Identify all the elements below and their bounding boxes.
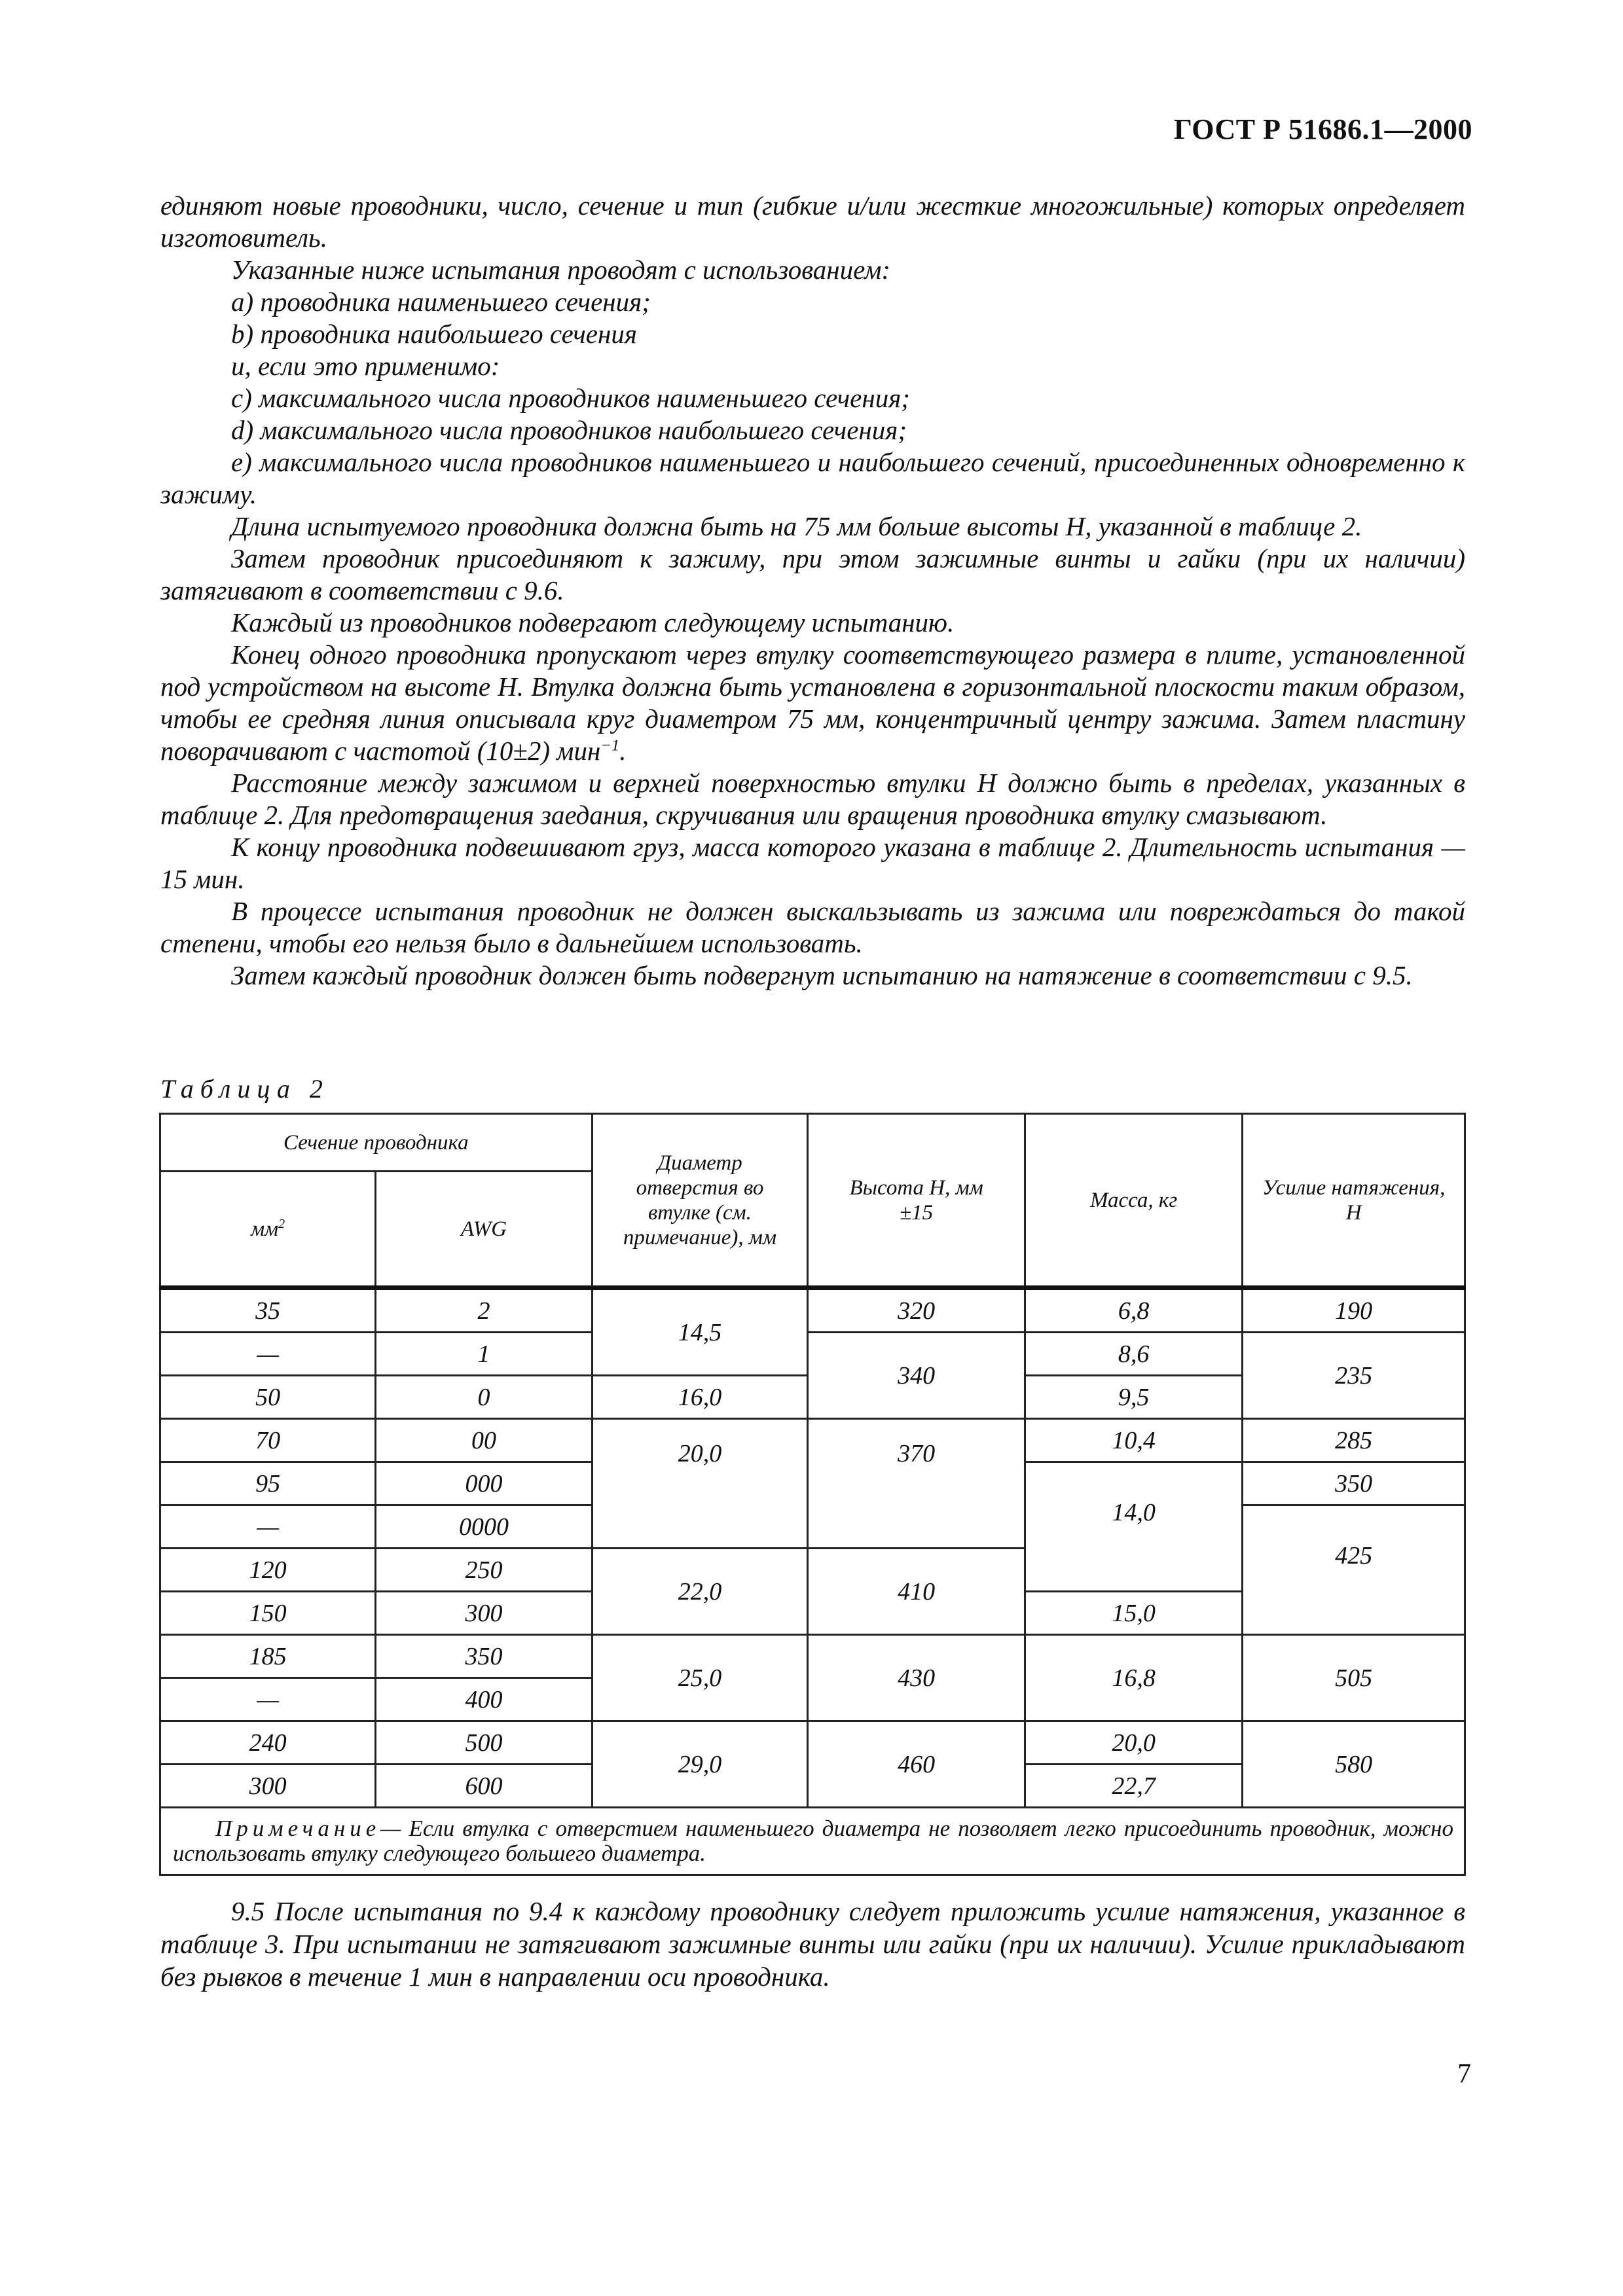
paragraph [160, 639, 1465, 767]
cell-mm2: 120 [160, 1549, 376, 1592]
cell-mm2: 300 [160, 1765, 376, 1808]
cell-mass: 6,8 [1025, 1288, 1242, 1333]
cell-mm2: 185 [160, 1635, 376, 1678]
cell-force: 285 [1243, 1419, 1465, 1462]
paragraph: К концу проводника подвешивают груз, масса которого указана в таблице 2. Длительность испытания — 15 мин. [160, 832, 1465, 894]
cell-force: 190 [1243, 1288, 1465, 1333]
header-section: Сечение проводника [160, 1114, 593, 1172]
cell-mass: 20,0 [1025, 1721, 1242, 1765]
table-row [160, 1635, 1465, 1678]
cell-force: 580 [1243, 1721, 1465, 1808]
cell-force: 425 [1243, 1505, 1465, 1635]
table-row [160, 1419, 1465, 1462]
paragraph: В процессе испытания проводник не должен выскальзывать из зажима или повреждаться до такой степени, чтобы его нельзя было в дальнейшем использовать. [160, 896, 1465, 958]
header-force: Усилие натяжения, Н [1243, 1114, 1465, 1288]
cell-mm2: 240 [160, 1721, 376, 1765]
header-awg: AWG [376, 1172, 592, 1288]
table-note [160, 1808, 1465, 1875]
cell-mm2: 35 [160, 1288, 376, 1333]
table-row [160, 1333, 1465, 1376]
paragraph: Указанные ниже испытания проводят с использованием: [231, 255, 891, 285]
conductor-table [159, 1113, 1466, 1876]
main-text [160, 190, 1465, 992]
cell-awg: 00 [376, 1419, 592, 1462]
header-mm2-exp: 2 [278, 1216, 285, 1231]
paragraph: Длина испытуемого проводника должна быть на 75 мм больше высоты Н, указанной в таблице 2. [231, 511, 1362, 541]
paragraph: единяют новые проводники, число, сечение и тип (гибкие и/или жесткие многожильные) которых определяет изготовитель. [160, 190, 1465, 253]
cell-diameter: 16,0 [592, 1376, 808, 1419]
cell-awg: 250 [376, 1549, 592, 1592]
cell-diameter: 20,0 [592, 1419, 808, 1549]
cell-mass: 10,4 [1025, 1419, 1242, 1462]
header-mass: Масса, кг [1025, 1114, 1242, 1288]
table-row [160, 1288, 1465, 1333]
cell-mass: 15,0 [1025, 1592, 1242, 1635]
cell-height: 370 [808, 1419, 1025, 1549]
cell-mm2: 95 [160, 1462, 376, 1505]
cell-mass: 16,8 [1025, 1635, 1242, 1721]
cell-force: 235 [1243, 1333, 1465, 1419]
paragraph: Каждый из проводников подвергают следующему испытанию. [231, 607, 955, 637]
note-text: — Если втулка с отверстием наименьшего диаметра не позволяет легко присоединить проводник, можно использовать втулку следующего большего диаметра. [173, 1816, 1453, 1866]
paragraph: 9.5 После испытания по 9.4 к каждому проводнику следует приложить усилие натяжения, указанное в таблице 3. При испытании не затягивают зажимные винты или гайки (при их наличии). Усилие прикладывают без рывков в течение 1 мин в направлении оси проводника. [160, 1896, 1465, 1992]
cell-mass: 8,6 [1025, 1333, 1242, 1376]
cell-height: 320 [808, 1288, 1025, 1333]
cell-awg: 000 [376, 1462, 592, 1505]
header-height: Высота Н, мм ±15 [808, 1114, 1025, 1288]
cell-diameter: 14,5 [592, 1288, 808, 1376]
list-item: e) максимального числа проводников наименьшего и наибольшего сечений, присоединенных одновременно к зажиму. [160, 447, 1465, 509]
cell-diameter: 22,0 [592, 1549, 808, 1635]
list-item: b) проводника наибольшего сечения [231, 319, 637, 349]
cell-height: 410 [808, 1549, 1025, 1635]
superscript: −1 [600, 736, 620, 755]
table-caption: Таблица 2 [160, 1074, 329, 1103]
cell-awg: 600 [376, 1765, 592, 1808]
table-row [160, 1721, 1465, 1765]
cell-mm2: — [160, 1678, 376, 1721]
cell-awg: 300 [376, 1592, 592, 1635]
table-note-row [160, 1808, 1465, 1875]
cell-height: 340 [808, 1333, 1025, 1419]
cell-force: 350 [1243, 1462, 1465, 1505]
header-diameter: Диаметр отверстия во втулке (см. примечание), мм [592, 1114, 808, 1288]
cell-height: 460 [808, 1721, 1025, 1808]
cell-awg: 350 [376, 1635, 592, 1678]
section-9-5 [160, 1895, 1465, 1993]
cell-mm2: 50 [160, 1376, 376, 1419]
page-number: 7 [1457, 2059, 1471, 2089]
header-mm2-base: мм [251, 1217, 279, 1241]
cell-mass: 22,7 [1025, 1765, 1242, 1808]
cell-awg: 400 [376, 1678, 592, 1721]
note-label: Примечание [215, 1816, 381, 1841]
cell-force: 505 [1243, 1635, 1465, 1721]
paragraph: Затем каждый проводник должен быть подвергнут испытанию на натяжение в соответствии с 9.5. [231, 960, 1413, 990]
cell-mm2: — [160, 1505, 376, 1549]
period: . [619, 736, 627, 766]
cell-awg: 0000 [376, 1505, 592, 1549]
header-mm2 [160, 1172, 376, 1288]
cell-awg: 500 [376, 1721, 592, 1765]
cell-diameter: 29,0 [592, 1721, 808, 1808]
cell-mm2: 150 [160, 1592, 376, 1635]
list-item: a) проводника наименьшего сечения; [231, 287, 651, 317]
cell-mass: 9,5 [1025, 1376, 1242, 1419]
cell-awg: 2 [376, 1288, 592, 1333]
cell-awg: 1 [376, 1333, 592, 1376]
cell-awg: 0 [376, 1376, 592, 1419]
cell-mm2: 70 [160, 1419, 376, 1462]
document-header: ГОСТ Р 51686.1—2000 [1173, 113, 1472, 145]
paragraph: Расстояние между зажимом и верхней поверхностью втулки Н должно быть в пределах, указанных в таблице 2. Для предотвращения заедания, скручивания или вращения проводника втулку смазывают. [160, 768, 1465, 830]
cell-diameter: 25,0 [592, 1635, 808, 1721]
cell-mass: 14,0 [1025, 1462, 1242, 1592]
paragraph-text: Конец одного проводника пропускают через втулку соответствующего размера в плите, установленной под устройством на высоте Н. Втулка должна быть установлена в горизонтальной плоскости таким образом, чтобы ее средняя линия описывала круг диаметром 75 мм, концентричный центру зажима. Затем пластину поворачивают с частотой (10±2) мин [160, 639, 1465, 766]
list-item: d) максимального числа проводников наибольшего сечения; [231, 415, 907, 445]
list-item: c) максимального числа проводников наименьшего сечения; [231, 383, 910, 413]
cell-height: 430 [808, 1635, 1025, 1721]
paragraph: Затем проводник присоединяют к зажиму, при этом зажимные винты и гайки (при их наличии) затягивают в соответствии с 9.6. [160, 543, 1465, 605]
paragraph: и, если это применимо: [231, 351, 500, 381]
cell-mm2: — [160, 1333, 376, 1376]
